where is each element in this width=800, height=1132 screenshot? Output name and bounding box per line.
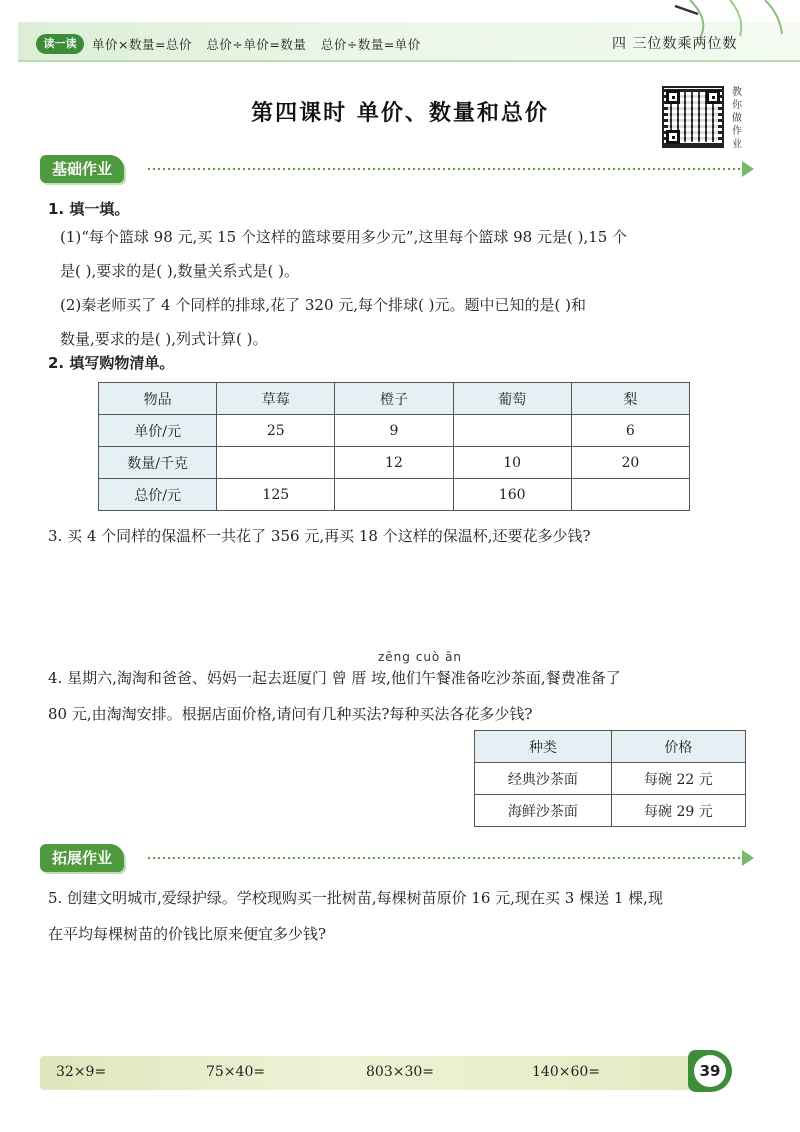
- table-cell[interactable]: 10: [453, 447, 571, 479]
- table-cell: 经典沙茶面: [475, 763, 612, 795]
- table-cell[interactable]: 12: [335, 447, 453, 479]
- table-cell[interactable]: [217, 447, 335, 479]
- basic-section-label: 基础作业: [40, 155, 124, 183]
- q4-line: 80 元,由淘淘安排。根据店面价格,请问有几种买法?每种买法各花多少钱?: [48, 705, 533, 723]
- table-cell[interactable]: [453, 415, 571, 447]
- q4-body: [48, 660, 758, 732]
- q2-heading: 2. 填写购物清单。: [48, 354, 175, 372]
- q1-heading: 1. 填一填。: [48, 200, 130, 218]
- page-number-tab: [688, 1050, 732, 1092]
- table-header-cell: 草莓: [217, 383, 335, 415]
- table-cell[interactable]: 125: [217, 479, 335, 511]
- table-row: [99, 415, 690, 447]
- table-cell[interactable]: [571, 479, 689, 511]
- page-number: 39: [694, 1055, 726, 1087]
- table-row: [475, 763, 746, 795]
- q5-body: [48, 880, 758, 952]
- table-header-cell: 种类: [475, 731, 612, 763]
- unit-title: 四 三位数乘两位数: [612, 36, 738, 52]
- table-row: [99, 447, 690, 479]
- table-cell[interactable]: 160: [453, 479, 571, 511]
- read-badge: 读一读: [36, 34, 84, 54]
- q1-line: (1)“每个篮球 98 元,买 15 个这样的篮球要用多少元”,这里每个篮球 98 元是( ),15 个: [60, 228, 628, 246]
- row-label: 数量/千克: [99, 447, 217, 479]
- table-header-cell: 橙子: [335, 383, 453, 415]
- q4-line: 4. 星期六,淘淘和爸爸、妈妈一起去逛厦门 曾 厝 垵,他们午餐准备吃沙茶面,餐费准备了: [48, 669, 621, 687]
- table-row: [99, 479, 690, 511]
- q3-text: 3. 买 4 个同样的保温杯一共花了 356 元,再买 18 个这样的保温杯,还要花多少钱?: [48, 527, 591, 545]
- q1-body: [60, 220, 760, 356]
- arrow-right-icon: [742, 850, 754, 866]
- shopping-list-table: [98, 382, 690, 511]
- table-header-cell: 梨: [571, 383, 689, 415]
- q5-line: 5. 创建文明城市,爱绿护绿。学校现购买一批树苗,每棵树苗原价 16 元,现在买 3 棵送 1 棵,现: [48, 889, 663, 907]
- oral-calc-item[interactable]: 140×60=: [532, 1064, 600, 1080]
- table-cell: 每碗 29 元: [611, 795, 745, 827]
- price-table: [474, 730, 746, 827]
- table-cell[interactable]: 25: [217, 415, 335, 447]
- table-header-cell: 葡萄: [453, 383, 571, 415]
- q1-line: (2)秦老师买了 4 个同样的排球,花了 320 元,每个排球( )元。题中已知的是( )和: [60, 296, 586, 314]
- table-header-cell: 物品: [99, 383, 217, 415]
- oral-calc-item[interactable]: 32×9=: [56, 1064, 107, 1080]
- extend-section-banner: [40, 844, 750, 872]
- row-label: 单价/元: [99, 415, 217, 447]
- table-cell[interactable]: 6: [571, 415, 689, 447]
- page-title: 第四课时 单价、数量和总价: [251, 101, 549, 126]
- basic-section-banner: [40, 155, 750, 183]
- table-header-row: [99, 383, 690, 415]
- table-cell[interactable]: [335, 479, 453, 511]
- q1-line: 是( ),要求的是( ),数量关系式是( )。: [60, 262, 299, 280]
- header-formulas: 单价×数量=总价 总价÷单价=数量 总价÷数量=单价: [92, 37, 421, 52]
- arrow-right-icon: [742, 161, 754, 177]
- row-label: 总价/元: [99, 479, 217, 511]
- qr-caption: 教 你 做 作 业: [732, 87, 742, 150]
- oral-calc-item[interactable]: 803×30=: [366, 1064, 434, 1080]
- table-header-cell: 价格: [611, 731, 745, 763]
- table-header-row: [475, 731, 746, 763]
- qr-code-icon[interactable]: [662, 86, 724, 148]
- extend-section-label: 拓展作业: [40, 844, 124, 872]
- table-cell: 海鲜沙茶面: [475, 795, 612, 827]
- dotted-divider: [148, 168, 750, 170]
- q5-line: 在平均每棵树苗的价钱比原来便宜多少钱?: [48, 925, 327, 943]
- table-cell[interactable]: 9: [335, 415, 453, 447]
- table-cell[interactable]: 20: [571, 447, 689, 479]
- table-cell: 每碗 22 元: [611, 763, 745, 795]
- pinyin-annotation: zēng cuò ān: [378, 650, 463, 664]
- table-row: [475, 795, 746, 827]
- oral-calc-item[interactable]: 75×40=: [206, 1064, 266, 1080]
- q1-line: 数量,要求的是( ),列式计算( )。: [60, 330, 268, 348]
- dotted-divider: [148, 857, 750, 859]
